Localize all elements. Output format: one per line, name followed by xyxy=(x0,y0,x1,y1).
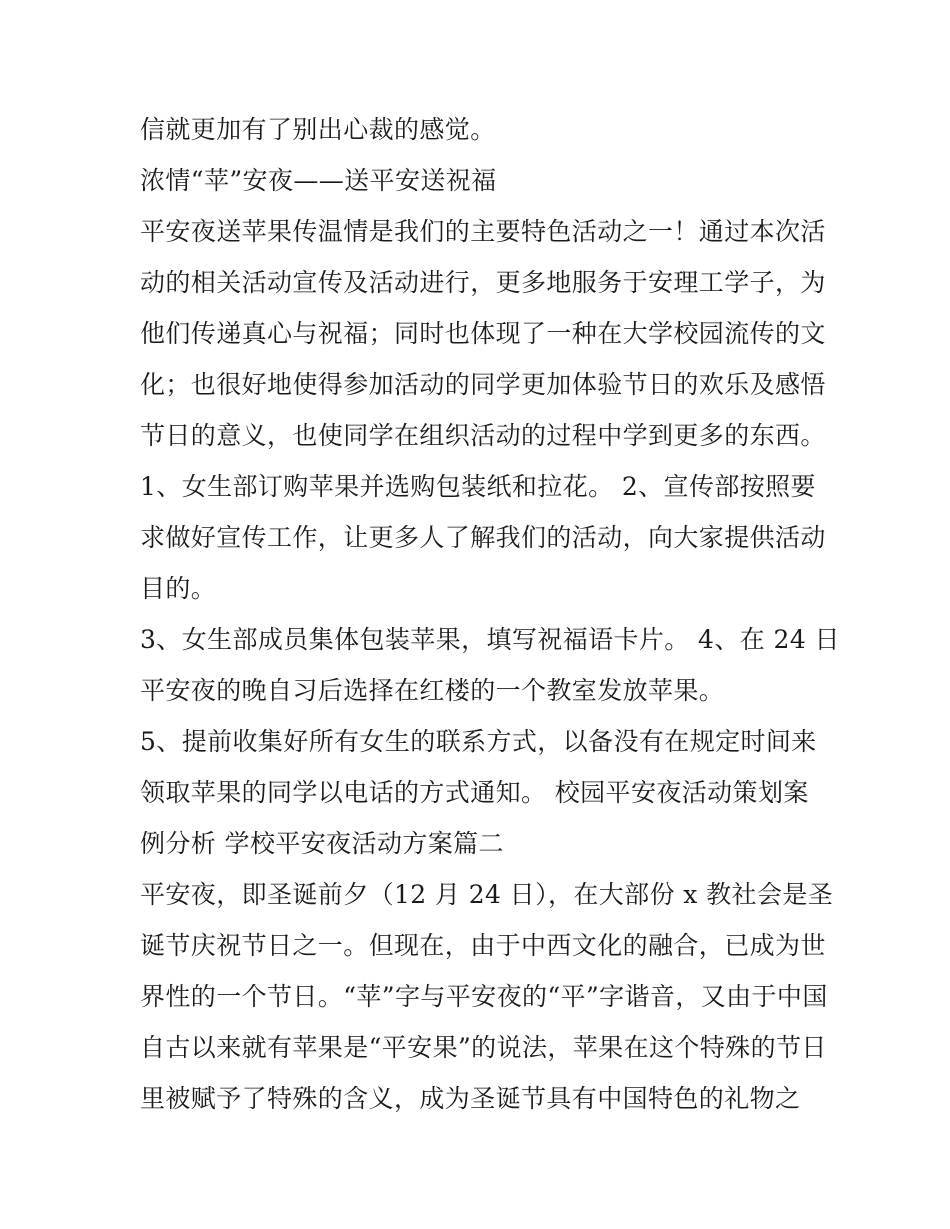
text-line: 求做好宣传工作，让更多人了解我们的活动，向大家提供活动 xyxy=(140,523,826,552)
section-heading: 浓情“苹”安夜——送平安送祝福 xyxy=(140,166,497,195)
text-line: 目的。 xyxy=(140,574,217,603)
list-item-line: 3、女生部成员集体包装苹果，填写祝福语卡片。 4、在 24 日 xyxy=(140,625,840,654)
document-body xyxy=(140,104,840,1124)
text-line: 界性的一个节日。“苹”字与平安夜的“平”字谐音，又由于中国 xyxy=(140,982,828,1011)
text-line: 动的相关活动宣传及活动进行，更多地服务于安理工学子，为 xyxy=(140,268,826,297)
text-line: 领取苹果的同学以电话的方式通知。 校园平安夜活动策划案 xyxy=(140,778,809,807)
text-line: 平安夜送苹果传温情是我们的主要特色活动之一！通过本次活 xyxy=(140,217,826,246)
text-line: 平安夜，即圣诞前夕（12 月 24 日），在大部份 x 教社会是圣 xyxy=(140,880,834,909)
text-line: 诞节庆祝节日之一。但现在，由于中西文化的融合，已成为世 xyxy=(140,931,826,960)
text-line: 节日的意义，也使同学在组织活动的过程中学到更多的东西。 xyxy=(140,421,826,450)
text-line: 信就更加有了别出心裁的感觉。 xyxy=(140,115,496,144)
text-line: 化；也很好地使得参加活动的同学更加体验节日的欢乐及感悟 xyxy=(140,370,826,399)
text-line: 自古以来就有苹果是“平安果”的说法，苹果在这个特殊的节日 xyxy=(140,1033,827,1062)
text-line: 例分析 学校平安夜活动方案篇二 xyxy=(140,829,504,858)
text-line: 他们传递真心与祝福；同时也体现了一种在大学校园流传的文 xyxy=(140,319,826,348)
list-item-line: 5、提前收集好所有女生的联系方式，以备没有在规定时间来 xyxy=(140,727,817,756)
text-line: 平安夜的晚自习后选择在红楼的一个教室发放苹果。 xyxy=(140,676,725,705)
text-line: 里被赋予了特殊的含义，成为圣诞节具有中国特色的礼物之 xyxy=(140,1084,801,1113)
list-item-line: 1、女生部订购苹果并选购包装纸和拉花。 2、宣传部按照要 xyxy=(140,472,816,501)
